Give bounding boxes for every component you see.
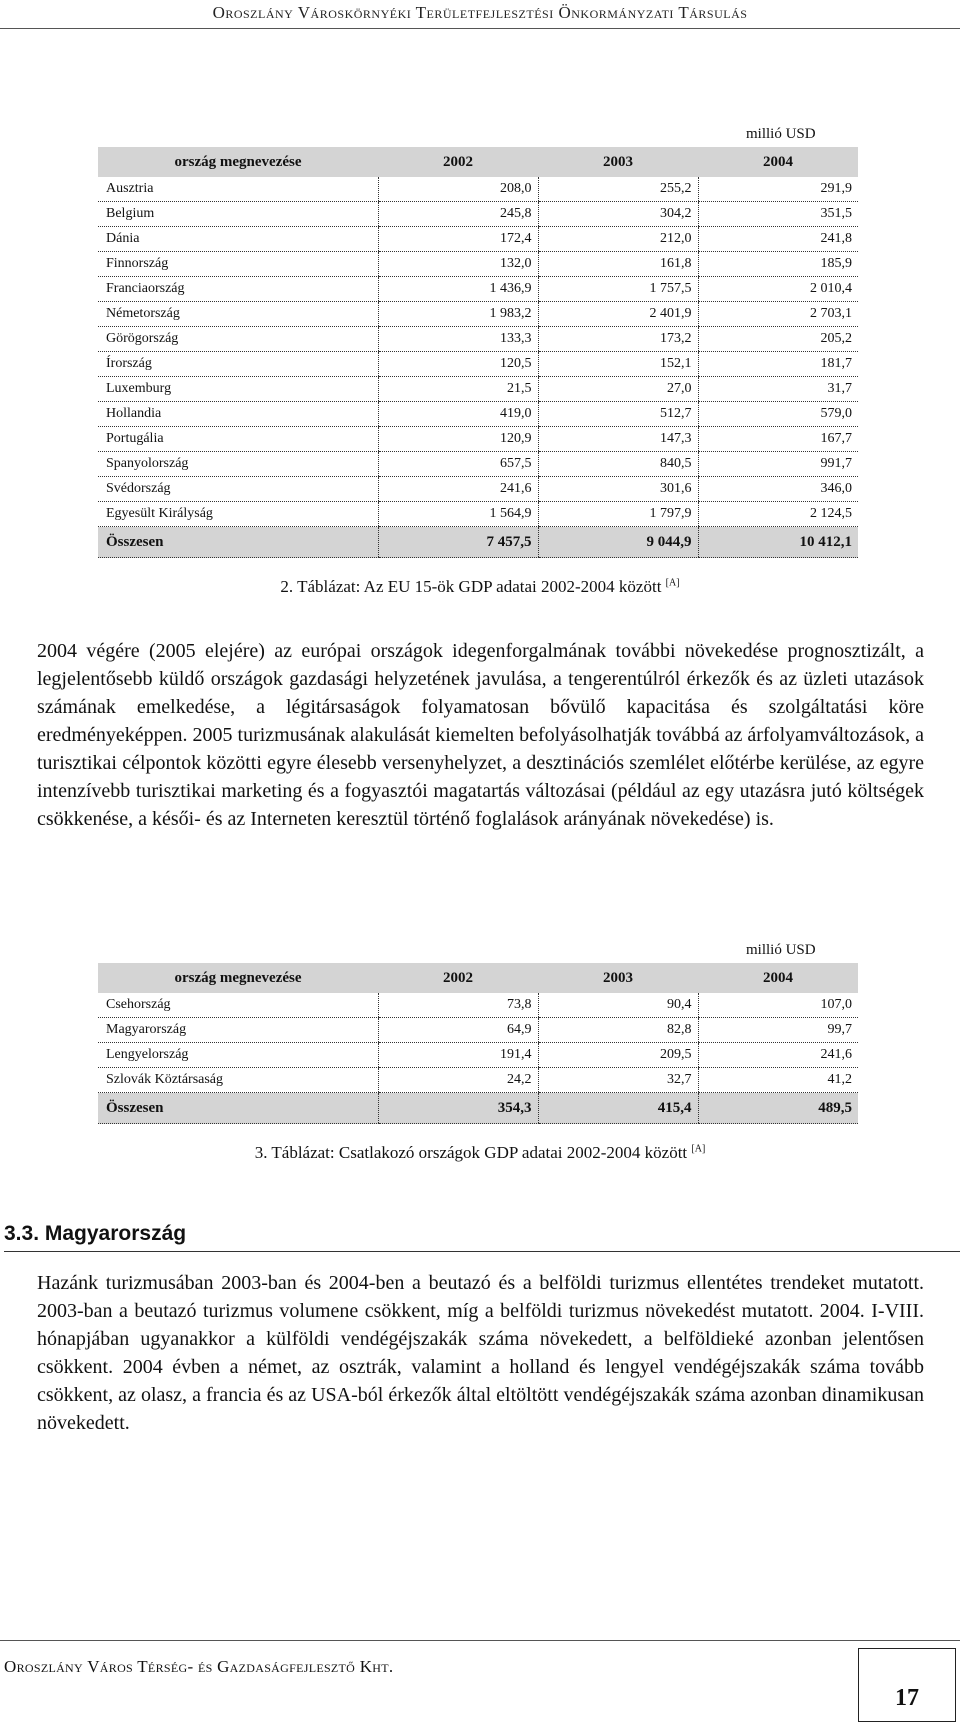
value-cell: 152,1: [538, 352, 698, 377]
value-cell: 212,0: [538, 227, 698, 252]
table2-caption: [0, 1143, 960, 1163]
value-cell: 1 436,9: [378, 277, 538, 302]
value-cell: 181,7: [698, 352, 858, 377]
accession-gdp-table: [98, 963, 858, 1124]
table-row: [98, 477, 858, 502]
table-row: [98, 227, 858, 252]
country-cell: Spanyolország: [98, 452, 378, 477]
value-cell: 185,9: [698, 252, 858, 277]
country-cell: Írország: [98, 352, 378, 377]
value-cell: 133,3: [378, 327, 538, 352]
total-value: 10 412,1: [698, 527, 858, 558]
value-cell: 351,5: [698, 202, 858, 227]
value-cell: 172,4: [378, 227, 538, 252]
footer-organization: Oroszlány Város Térség- és Gazdaságfejlesztő Kht.: [4, 1657, 394, 1676]
value-cell: 208,0: [378, 177, 538, 202]
value-cell: 120,5: [378, 352, 538, 377]
table-row: [98, 252, 858, 277]
page-number-box: [858, 1648, 956, 1722]
footer-divider: [0, 1640, 960, 1641]
total-value: 7 457,5: [378, 527, 538, 558]
country-cell: Ausztria: [98, 177, 378, 202]
value-cell: 291,9: [698, 177, 858, 202]
table-row: [98, 1068, 858, 1093]
caption-text: 3. Táblázat: Csatlakozó országok GDP adatai 2002-2004 között: [254, 1143, 688, 1162]
table-row: [98, 352, 858, 377]
table-row: [98, 177, 858, 202]
country-cell: Egyesült Királyság: [98, 502, 378, 527]
column-header: ország megnevezése: [98, 963, 378, 993]
value-cell: 241,6: [378, 477, 538, 502]
value-cell: 2 703,1: [698, 302, 858, 327]
value-cell: 2 401,9: [538, 302, 698, 327]
column-header: 2002: [378, 147, 538, 177]
country-cell: Portugália: [98, 427, 378, 452]
value-cell: 120,9: [378, 427, 538, 452]
value-cell: 1 797,9: [538, 502, 698, 527]
value-cell: 73,8: [378, 993, 538, 1018]
body-paragraph: 2004 végére (2005 elejére) az európai országok idegenforgalmának további növekedése prognosztizált, a legjelentősebb küldő országok gazdasági helyzetének javulása, a tengerentúlról érkezők és az üzleti utazások számának emelkedése, a légitársaságok folyamatosan bővülő kapacitása és szolgáltatási köre eredményeképpen. 2005 turizmusának alakulását kiemelten befolyásolhatják továbbá az árfolyamváltozások, a turisztikai célpontok közötti egyre élesebb versenyhelyzet, a desztinációs szemlélet előtérbe kerülése, az egyre intenzívebb turisztikai marketing és a fogyasztói magatartás változásai (például az egy utazásra jutó költségek csökkenése, a késői- és az Interneten keresztül történő foglalások arányának növekedése) is.: [37, 640, 924, 830]
total-value: 9 044,9: [538, 527, 698, 558]
value-cell: 579,0: [698, 402, 858, 427]
column-header: ország megnevezése: [98, 147, 378, 177]
column-header: 2002: [378, 963, 538, 993]
value-cell: 241,8: [698, 227, 858, 252]
value-cell: 99,7: [698, 1018, 858, 1043]
total-row: [98, 527, 858, 558]
value-cell: 2 124,5: [698, 502, 858, 527]
table-row: [98, 327, 858, 352]
eu15-gdp-table: [98, 147, 858, 558]
country-cell: Görögország: [98, 327, 378, 352]
country-cell: Szlovák Köztársaság: [98, 1068, 378, 1093]
table-row: [98, 402, 858, 427]
table-row: [98, 993, 858, 1018]
value-cell: 209,5: [538, 1043, 698, 1068]
table2-unit: millió USD: [746, 942, 816, 958]
value-cell: 991,7: [698, 452, 858, 477]
table-header-row: [98, 147, 858, 177]
table-row: [98, 277, 858, 302]
value-cell: 2 010,4: [698, 277, 858, 302]
country-cell: Dánia: [98, 227, 378, 252]
total-label: Összesen: [98, 527, 378, 558]
value-cell: 346,0: [698, 477, 858, 502]
value-cell: 245,8: [378, 202, 538, 227]
value-cell: 1 564,9: [378, 502, 538, 527]
table-row: [98, 427, 858, 452]
table1-unit: millió USD: [746, 126, 816, 142]
value-cell: 840,5: [538, 452, 698, 477]
table1-caption: [0, 577, 960, 597]
caption-reference: [A]: [665, 577, 680, 589]
table-header-row: [98, 963, 858, 993]
country-cell: Hollandia: [98, 402, 378, 427]
value-cell: 147,3: [538, 427, 698, 452]
total-label: Összesen: [98, 1093, 378, 1124]
value-cell: 657,5: [378, 452, 538, 477]
value-cell: 24,2: [378, 1068, 538, 1093]
total-value: 489,5: [698, 1093, 858, 1124]
value-cell: 27,0: [538, 377, 698, 402]
value-cell: 107,0: [698, 993, 858, 1018]
total-row: [98, 1093, 858, 1124]
section-heading: 3.3. Magyarország: [4, 1219, 960, 1252]
column-header: 2004: [698, 147, 858, 177]
table-row: [98, 1018, 858, 1043]
value-cell: 41,2: [698, 1068, 858, 1093]
country-cell: Luxemburg: [98, 377, 378, 402]
column-header: 2003: [538, 963, 698, 993]
caption-text: 2. Táblázat: Az EU 15-ök GDP adatai 2002-2004 között: [280, 577, 662, 596]
country-cell: Csehország: [98, 993, 378, 1018]
value-cell: 90,4: [538, 993, 698, 1018]
column-header: 2004: [698, 963, 858, 993]
total-value: 354,3: [378, 1093, 538, 1124]
running-header: Oroszlány Városkörnyéki Területfejlesztési Önkormányzati Társulás: [0, 0, 960, 29]
table-row: [98, 202, 858, 227]
value-cell: 191,4: [378, 1043, 538, 1068]
value-cell: 205,2: [698, 327, 858, 352]
value-cell: 167,7: [698, 427, 858, 452]
country-cell: Finnország: [98, 252, 378, 277]
value-cell: 132,0: [378, 252, 538, 277]
caption-reference: [A]: [691, 1143, 706, 1155]
value-cell: 173,2: [538, 327, 698, 352]
total-value: 415,4: [538, 1093, 698, 1124]
table-row: [98, 1043, 858, 1068]
value-cell: 1 983,2: [378, 302, 538, 327]
value-cell: 31,7: [698, 377, 858, 402]
value-cell: 64,9: [378, 1018, 538, 1043]
value-cell: 1 757,5: [538, 277, 698, 302]
value-cell: 419,0: [378, 402, 538, 427]
column-header: 2003: [538, 147, 698, 177]
page-number: 17: [895, 1685, 919, 1711]
value-cell: 82,8: [538, 1018, 698, 1043]
value-cell: 512,7: [538, 402, 698, 427]
body-paragraph: Hazánk turizmusában 2003-ban és 2004-ben a beutazó és a belföldi turizmus ellentétes trendeket mutatott. 2003-ban a beutazó turizmus volumene csökkent, míg a belföldi turizmus növekedést mutatott. 2004. I-VIII. hónapjában ugyanakkor a külföldi vendégéjszakák száma növekedett, a belföldieké azonban jelentősen csökkent. 2004 évben a német, az osztrák, valamint a holland és lengyel vendégéjszakák száma tovább csökkent, az olasz, a francia és az USA-ból érkezők által eltöltött vendégéjszakák száma azonban dinamikusan növekedett.: [37, 1272, 924, 1434]
table-row: [98, 452, 858, 477]
country-cell: Belgium: [98, 202, 378, 227]
value-cell: 255,2: [538, 177, 698, 202]
value-cell: 301,6: [538, 477, 698, 502]
value-cell: 304,2: [538, 202, 698, 227]
country-cell: Svédország: [98, 477, 378, 502]
table-row: [98, 302, 858, 327]
country-cell: Magyarország: [98, 1018, 378, 1043]
value-cell: 161,8: [538, 252, 698, 277]
country-cell: Lengyelország: [98, 1043, 378, 1068]
value-cell: 241,6: [698, 1043, 858, 1068]
table-row: [98, 377, 858, 402]
country-cell: Franciaország: [98, 277, 378, 302]
value-cell: 32,7: [538, 1068, 698, 1093]
country-cell: Németország: [98, 302, 378, 327]
value-cell: 21,5: [378, 377, 538, 402]
table-row: [98, 502, 858, 527]
